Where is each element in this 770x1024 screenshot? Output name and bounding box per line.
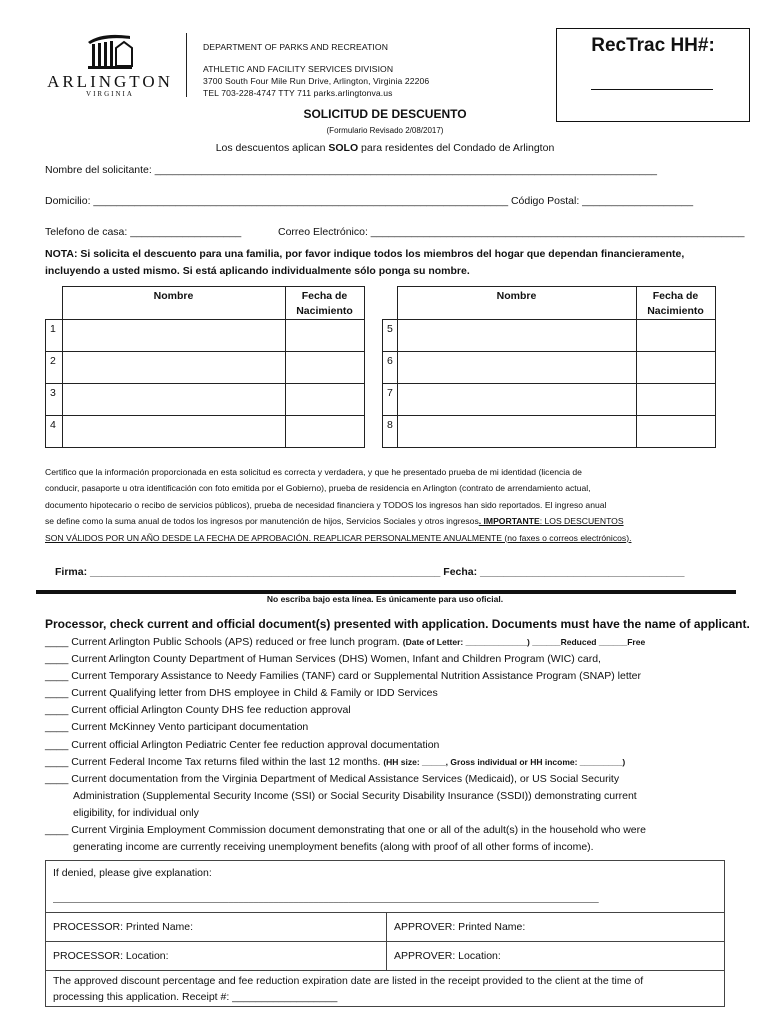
- member-name-cell[interactable]: [397, 416, 636, 448]
- denied-explanation-cell[interactable]: [46, 861, 725, 913]
- approver-location-cell[interactable]: APPROVER: Location:: [387, 942, 725, 971]
- checklist-item-tanf[interactable]: ____ Current Temporary Assistance to Needy Families (TANF) card or Supplemental Nutrition Assistance Program (SNAP) letter: [45, 670, 642, 682]
- col-header-name: Nombre: [397, 287, 636, 320]
- logo-subtitle: VIRGINIA: [86, 90, 134, 98]
- address-field[interactable]: Domicilio: _______________________________________________________________________ Código Postal: ___________________: [45, 195, 694, 207]
- nota-line-1: NOTA: Si solicita el descuento para una familia, por favor indique todos los miembros del hogar que dependan financieramente,: [45, 248, 685, 260]
- dept-contact: TEL 703-228-4747 TTY 711 parks.arlingtonva.us: [203, 88, 393, 98]
- checklist-item-mckinney[interactable]: ____ Current McKinney Vento participant documentation: [45, 721, 309, 733]
- member-name-cell[interactable]: [397, 352, 636, 384]
- member-dob-cell[interactable]: [636, 384, 715, 416]
- approver-name-cell[interactable]: APPROVER: Printed Name:: [387, 913, 725, 942]
- member-name-cell[interactable]: [62, 384, 285, 416]
- row-number: 3: [46, 384, 63, 416]
- household-table-right: [382, 286, 716, 448]
- checklist-item-dhs-letter[interactable]: ____ Current Qualifying letter from DHS employee in Child & Family or IDD Services: [45, 687, 438, 699]
- member-name-cell[interactable]: [62, 416, 285, 448]
- dept-name: DEPARTMENT OF PARKS AND RECREATION: [203, 42, 389, 52]
- header-divider: [186, 33, 187, 97]
- member-dob-cell[interactable]: [636, 352, 715, 384]
- checklist-item-vec-cont: generating income are currently receiving unemployment benefits (along with proof of all other forms of income).: [73, 841, 594, 853]
- form-intro: Los descuentos aplican SOLO para residentes del Condado de Arlington: [215, 142, 555, 154]
- household-table-left: [45, 286, 365, 448]
- checklist-item-medicaid-cont: eligibility, for individual only: [73, 807, 199, 819]
- member-name-cell[interactable]: [62, 352, 285, 384]
- phone-field[interactable]: Telefono de casa: ___________________: [45, 226, 242, 238]
- member-dob-cell[interactable]: [285, 352, 364, 384]
- checklist-item-vec[interactable]: ____ Current Virginia Employment Commission document demonstrating that one or all of the adult(s) in the household who were: [45, 824, 646, 836]
- certification-text: Certifico que la información proporcionada en esta solicitud es correcta y verdadera, y que he presentado prueba de mi identidad (licencia de conducir, pasaporte u otra identificación con foto emitida por el Gobierno), prueba de residencia en Arlington (contrato de arrendamiento actual, documento hipotecario o recibo de servicios públicos), prueba de necesidad financiera y TODOS los ingresos han sido reportados. El ingreso anual se define como la suma anual de todos los ingresos por manutención de hijos, Servicios Sociales y otros ingresos. IMPORTANTE: LOS DESCUENTOS SON VÁLIDOS POR UN AÑO DESDE LA FECHA DE APROBACIÓN. REAPLICAR PERSONALMENTE ANUALMENTE (no faxes o correos electrónicos).: [45, 467, 632, 543]
- col-header-dob: Fecha de Nacimiento: [285, 287, 364, 320]
- denied-label: If denied, please give explanation:: [53, 867, 212, 879]
- rectrac-title: RecTrac HH#:: [591, 35, 715, 56]
- denied-line: _____________________________________________________________________________________________________________: [53, 893, 599, 903]
- checklist-item-medicaid-cont: Administration (Supplemental Security Income (SSI) or Social Security Disability Insurance (SSDI)) demonstrating current: [73, 790, 637, 802]
- member-dob-cell[interactable]: [636, 416, 715, 448]
- checklist-item-pediatric[interactable]: ____ Current official Arlington Pediatric Center fee reduction approval documentation: [45, 739, 440, 751]
- official-use-note: No escriba bajo esta línea. Es únicamente para uso oficial.: [266, 594, 504, 604]
- member-dob-cell[interactable]: [285, 320, 364, 352]
- checklist-item-medicaid[interactable]: ____ Current documentation from the Virginia Department of Medical Assistance Services (Medicaid), or US Social Security: [45, 773, 620, 785]
- approval-table: [45, 860, 725, 1007]
- member-dob-cell[interactable]: [285, 384, 364, 416]
- division-name: ATHLETIC AND FACILITY SERVICES DIVISION: [203, 64, 394, 74]
- applicant-name-field[interactable]: Nombre del solicitante: ______________________________________________________________________________________: [45, 164, 657, 176]
- receipt-note-cell[interactable]: The approved discount percentage and fee reduction expiration date are listed in the receipt provided to the client at the time of processing this application. Receipt #: __________________: [46, 971, 725, 1007]
- row-number: 8: [383, 416, 398, 448]
- col-header-dob: Fecha de Nacimiento: [636, 287, 715, 320]
- row-number: 6: [383, 352, 398, 384]
- arlington-house-icon: [84, 30, 134, 72]
- member-name-cell[interactable]: [397, 384, 636, 416]
- processor-title: Processor, check current and official document(s) presented with application. Documents must have the name of applicant.: [45, 617, 750, 631]
- checklist-item-tax[interactable]: ____ Current Federal Income Tax returns filed within the last 12 months. (HH size: _____, Gross individual or HH income: _________): [45, 756, 626, 768]
- nota-line-2: incluyendo a usted mismo. Si está aplicando individualmente sólo ponga su nombre.: [45, 265, 470, 277]
- dept-address: 3700 South Four Mile Run Drive, Arlington, Virginia 22206: [203, 76, 430, 86]
- member-dob-cell[interactable]: [285, 416, 364, 448]
- member-name-cell[interactable]: [397, 320, 636, 352]
- form-title: SOLICITUD DE DESCUENTO: [303, 107, 467, 121]
- logo-wordmark: ARLINGTON: [47, 72, 173, 91]
- arlington-logo: [40, 30, 180, 102]
- member-dob-cell[interactable]: [636, 320, 715, 352]
- row-number: 1: [46, 320, 63, 352]
- processor-location-cell[interactable]: PROCESSOR: Location:: [46, 942, 387, 971]
- checklist-item-dhs-approval[interactable]: ____ Current official Arlington County DHS fee reduction approval: [45, 704, 351, 716]
- checklist-item-wic[interactable]: ____ Current Arlington County Department of Human Services (DHS) Women, Infant and Children Program (WIC) card,: [45, 653, 601, 665]
- rectrac-input-line[interactable]: [591, 89, 713, 90]
- signature-date-field[interactable]: Firma: ____________________________________________________________ Fecha: ___________________________________: [55, 566, 685, 578]
- row-number: 2: [46, 352, 63, 384]
- row-number: 5: [383, 320, 398, 352]
- email-field[interactable]: Correo Electrónico: ________________________________________________________________: [278, 226, 745, 238]
- form-revised: (Formulario Revisado 2/08/2017): [326, 126, 444, 135]
- member-name-cell[interactable]: [62, 320, 285, 352]
- processor-name-cell[interactable]: PROCESSOR: Printed Name:: [46, 913, 387, 942]
- row-number: 7: [383, 384, 398, 416]
- checklist-item-aps[interactable]: ____ Current Arlington Public Schools (APS) reduced or free lunch program. (Date of Letter: _____________) ______Reduced ______Free: [45, 636, 646, 648]
- row-number: 4: [46, 416, 63, 448]
- col-header-name: Nombre: [62, 287, 285, 320]
